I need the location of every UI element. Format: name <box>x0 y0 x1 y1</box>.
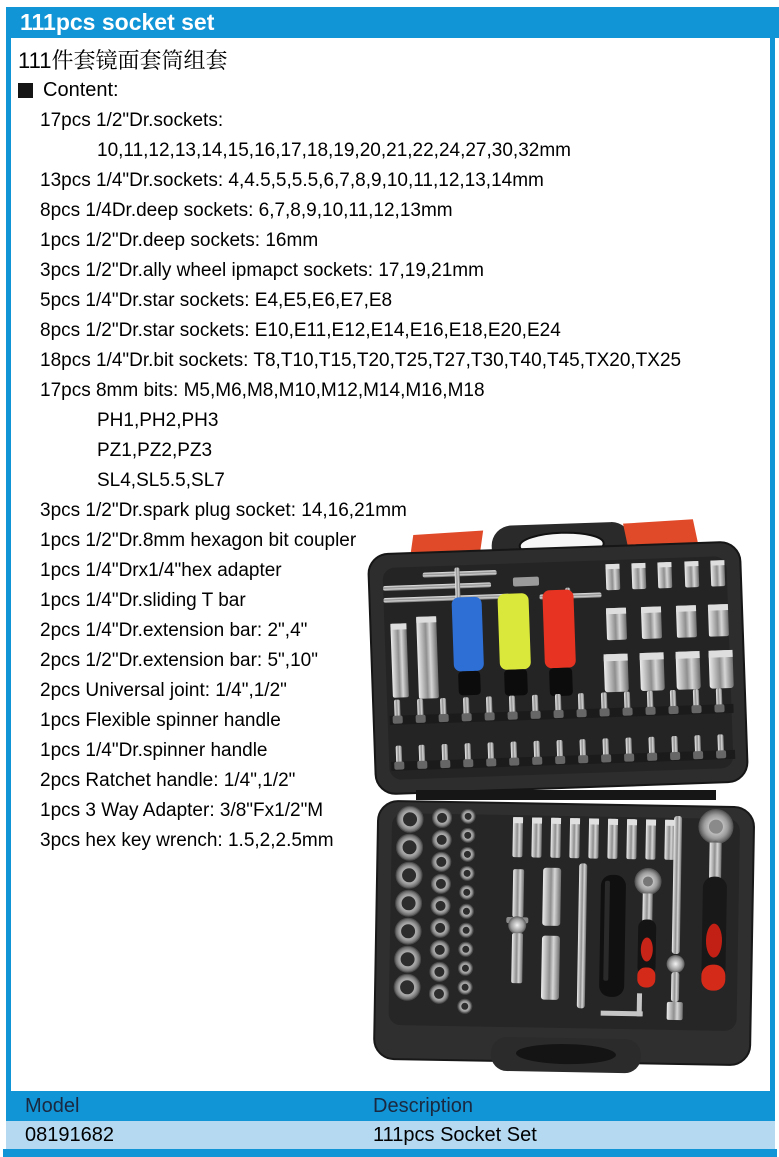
yellow-socket <box>497 593 531 670</box>
content-line: 5pcs 1/4"Dr.star sockets: E4,E5,E6,E7,E8 <box>40 290 393 311</box>
content-label: Content: <box>43 79 119 101</box>
subtitle-chinese: 111件套镜面套筒组套 <box>18 48 228 73</box>
blue-socket <box>451 597 484 672</box>
content-line: 8pcs 1/2"Dr.star sockets: E10,E11,E12,E14,E16,E18,E20,E24 <box>40 320 561 341</box>
content-line: 3pcs hex key wrench: 1.5,2,2.5mm <box>40 830 334 851</box>
spec-table-header-row <box>6 1091 775 1121</box>
content-line: 3pcs 1/2"Dr.spark plug socket: 14,16,21mm <box>40 500 407 521</box>
content-line: 1pcs 1/4"Drx1/4"hex adapter <box>40 560 282 581</box>
content-line: 2pcs Universal joint: 1/4",1/2" <box>40 680 287 701</box>
content-line: 10,11,12,13,14,15,16,17,18,19,20,21,22,24,27,30,32mm <box>97 140 571 161</box>
product-photo <box>366 518 766 1076</box>
spec-table <box>6 1091 775 1149</box>
content-line: 1pcs 1/2"Dr.8mm hexagon bit coupler <box>40 530 357 551</box>
red-socket <box>542 589 576 668</box>
content-line: PZ1,PZ2,PZ3 <box>97 440 213 461</box>
content-line: 1pcs 3 Way Adapter: 3/8"Fx1/2"M <box>40 800 324 821</box>
case-lid <box>367 518 748 794</box>
content-line: 2pcs Ratchet handle: 1/4",1/2" <box>40 770 296 791</box>
content-line: 2pcs 1/4"Dr.extension bar: 2",4" <box>40 620 308 641</box>
spec-table-data-row <box>6 1121 775 1149</box>
content-line: 18pcs 1/4"Dr.bit sockets: T8,T10,T15,T20,T25,T27,T30,T40,T45,TX20,TX25 <box>40 350 682 371</box>
frame-border-left <box>6 38 11 1091</box>
content-line: 8pcs 1/4Dr.deep sockets: 6,7,8,9,10,11,12,13mm <box>40 200 453 221</box>
content-line: 1pcs 1/4"Dr.spinner handle <box>40 740 268 761</box>
description-value: 111pcs Socket Set <box>373 1124 537 1146</box>
content-line: SL4,SL5.5,SL7 <box>97 470 225 491</box>
content-line: PH1,PH2,PH3 <box>97 410 219 431</box>
frame-border-bottom <box>3 1149 777 1157</box>
content-line: 1pcs 1/4"Dr.sliding T bar <box>40 590 246 611</box>
content-line: 2pcs 1/2"Dr.extension bar: 5",10" <box>40 650 318 671</box>
content-label-row <box>18 79 119 102</box>
content-line: 17pcs 8mm bits: M5,M6,M8,M10,M12,M14,M16,M18 <box>40 380 485 401</box>
col-header-model: Model <box>25 1095 80 1117</box>
content-line: 1pcs 1/2"Dr.deep sockets: 16mm <box>40 230 319 251</box>
page-title: 111pcs socket set <box>20 9 215 35</box>
model-value: 08191682 <box>25 1124 114 1146</box>
content-line: 13pcs 1/4"Dr.sockets: 4,4.5,5,5.5,6,7,8,9,10,11,12,13,14mm <box>40 170 544 191</box>
page-title-bar <box>6 7 779 38</box>
square-bullet-icon <box>18 83 33 98</box>
content-line: 3pcs 1/2"Dr.ally wheel ipmapct sockets: 17,19,21mm <box>40 260 484 281</box>
spinner-handle <box>599 875 626 997</box>
case-hinge <box>416 790 716 800</box>
content-line: 17pcs 1/2"Dr.sockets: <box>40 110 224 131</box>
content-line: 1pcs Flexible spinner handle <box>40 710 281 731</box>
frame-border-right <box>770 38 775 1091</box>
hex-key <box>601 1011 643 1017</box>
case-tray <box>374 801 755 1076</box>
col-header-description: Description <box>373 1095 474 1117</box>
